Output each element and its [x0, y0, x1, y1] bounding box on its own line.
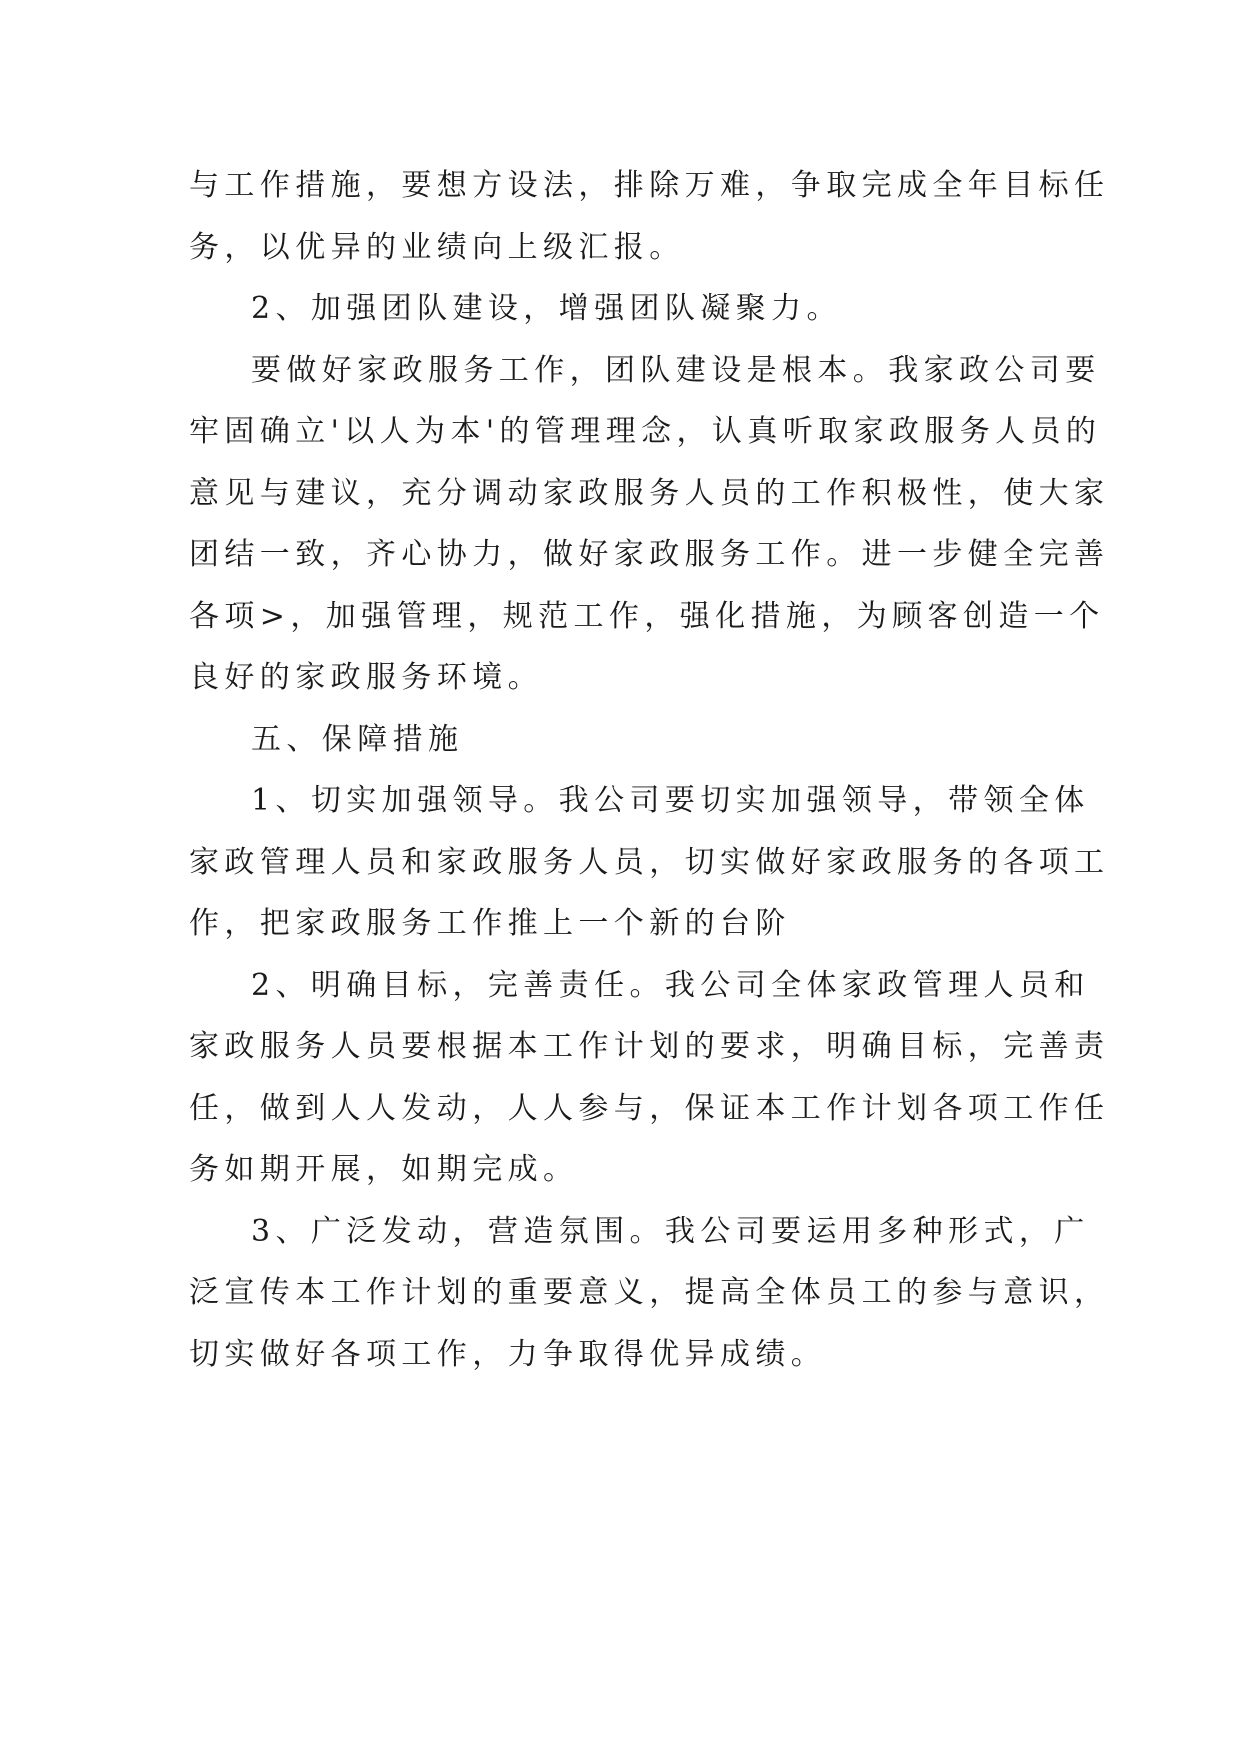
- text-line: 3、广泛发动，营造氛围。我公司要运用多种形式，广: [251, 1213, 1090, 1249]
- text-line: 良好的家政服务环境。: [189, 660, 543, 695]
- text-line: 家政服务人员要根据本工作计划的要求，明确目标，完善责: [189, 1029, 1110, 1064]
- text-line: 与工作措施，要想方设法，排除万难，争取完成全年目标任: [189, 168, 1110, 203]
- text-line: 务，以优异的业绩向上级汇报。: [189, 229, 685, 265]
- text-line: 泛宣传本工作计划的重要意义，提高全体员工的参与意识，: [189, 1275, 1110, 1310]
- text-line: 作，把家政服务工作推上一个新的台阶: [189, 906, 791, 941]
- text-line: 任，做到人人发动，人人参与，保证本工作计划各项工作任: [189, 1090, 1110, 1126]
- text-line: 家政管理人员和家政服务人员，切实做好家政服务的各项工: [189, 844, 1110, 880]
- text-line: 各项>，加强管理，规范工作，强化措施，为顾客创造一个: [189, 598, 1105, 634]
- text-line: 务如期开展，如期完成。: [189, 1152, 579, 1187]
- text-line: 要做好家政服务工作，团队建设是根本。我家政公司要: [251, 352, 1101, 388]
- text-line: 2、明确目标，完善责任。我公司全体家政管理人员和: [251, 967, 1090, 1003]
- text-line: 牢固确立'以人为本'的管理理念，认真听取家政服务人员的: [189, 414, 1102, 449]
- document-page: [189, 155, 1110, 1385]
- text-line: 意见与建议，充分调动家政服务人员的工作积极性，使大家: [189, 475, 1110, 511]
- section-heading: 五、保障措施: [251, 721, 464, 757]
- text-line: 1、切实加强领导。我公司要切实加强领导，带领全体: [251, 783, 1090, 818]
- section-heading: 2、加强团队建设，增强团队凝聚力。: [251, 291, 842, 326]
- text-line: 切实做好各项工作，力争取得优异成绩。: [189, 1336, 827, 1372]
- text-line: 团结一致，齐心协力，做好家政服务工作。进一步健全完善: [189, 537, 1110, 572]
